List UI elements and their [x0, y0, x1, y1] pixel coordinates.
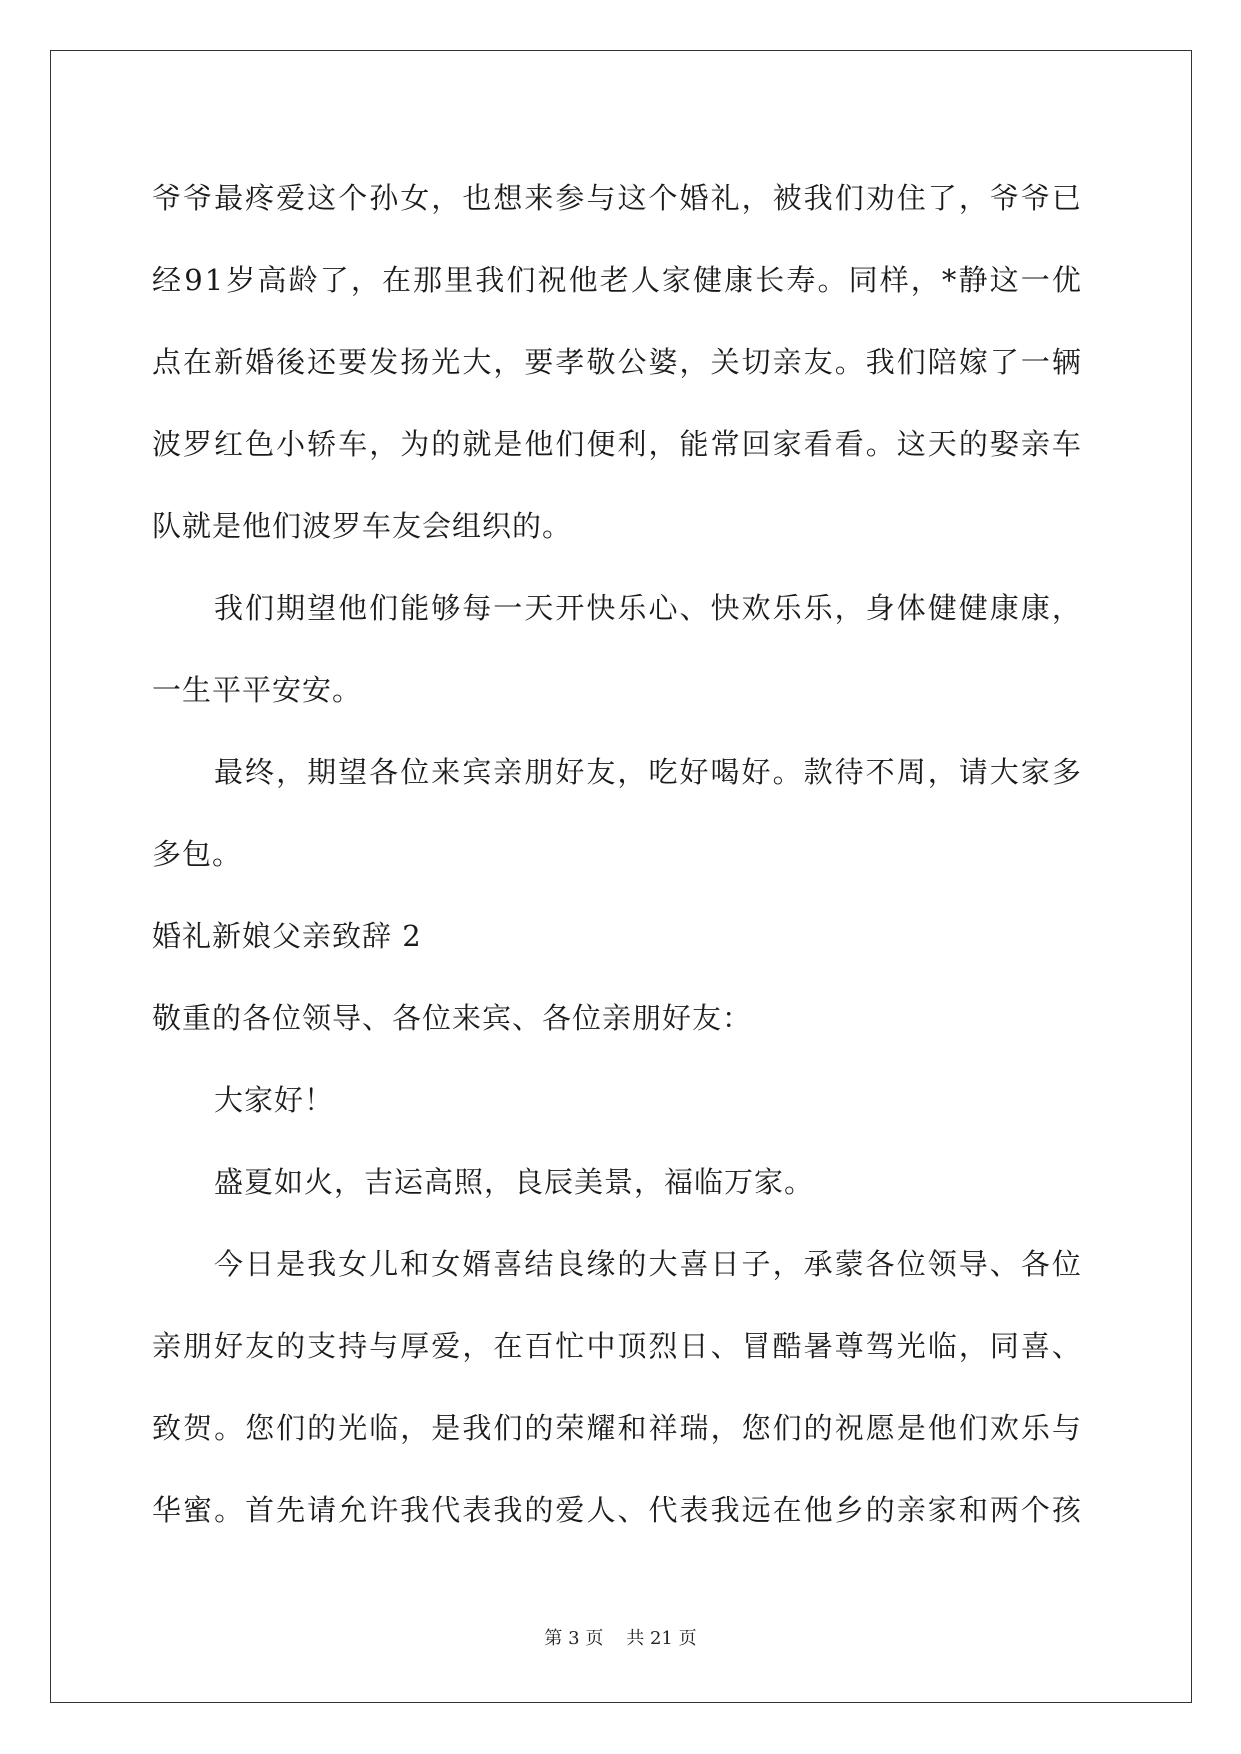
salutation: 敬重的各位领导、各位来宾、各位亲朋好友： — [152, 1001, 753, 1035]
page-footer — [0, 1624, 1241, 1650]
greeting: 大家好！ — [214, 1083, 335, 1117]
text-line: 亲 朋 好 友 的 支 持 与 厚 爱 ， 在 百 忙 中 顶 烈 日 、 冒 酷 暑 尊 驾 光 临 ， 同 喜 、 — [152, 1329, 1082, 1363]
text-line: 盛夏如火，吉运高照，良辰美景，福临万家。 — [214, 1165, 815, 1199]
text-line: 致 贺 。 您 们 的 光 临 ， 是 我 们 的 荣 耀 和 祥 瑞 ， 您 们 的 祝 愿 是 他 们 欢 乐 与 — [152, 1411, 1082, 1445]
text-line: 点 在 新 婚 後 还 要 发 扬 光 大 ， 要 孝 敬 公 婆 ， 关 切 亲 友 。 我 们 陪 嫁 了 一 辆 — [152, 345, 1082, 379]
text-line: 今 日 是 我 女 儿 和 女 婿 喜 结 良 缘 的 大 喜 日 子 ， 承 蒙 各 位 领 导 、 各 位 — [214, 1247, 1082, 1281]
text-line: 队就是他们波罗车友会组织的。 — [152, 509, 573, 543]
page-number: 第 3 页 — [544, 1628, 604, 1649]
page-total: 共 21 页 — [626, 1628, 697, 1649]
document-body — [152, 157, 1082, 1551]
text-line: 我 们 期 望 他 们 能 够 每 一 天 开 快 乐 心 、 快 欢 乐 乐 ， 身 体 健 健 康 康 ， — [214, 591, 1082, 625]
text-line: 华 蜜 。 首 先 请 允 许 我 代 表 我 的 爱 人 、 代 表 我 远 在 他 乡 的 亲 家 和 两 个 孩 — [152, 1493, 1082, 1527]
section-heading: 婚礼新娘父亲致辞 2 — [152, 919, 422, 953]
text-line: 一生平平安安。 — [152, 673, 363, 707]
text-line: 经 9 1 岁 高 龄 了 ， 在 那 里 我 们 祝 他 老 人 家 健 康 长 寿 。 同 样 ， * 静 这 一 优 — [152, 263, 1082, 297]
text-line: 爷 爷 最 疼 爱 这 个 孙 女 ， 也 想 来 参 与 这 个 婚 礼 ， 被 我 们 劝 住 了 ， 爷 爷 已 — [152, 181, 1082, 215]
text-line: 最 终 ， 期 望 各 位 来 宾 亲 朋 好 友 ， 吃 好 喝 好 。 款 待 不 周 ， 请 大 家 多 — [214, 755, 1082, 789]
text-line: 多包。 — [152, 837, 243, 871]
text-line: 波 罗 红 色 小 轿 车 ， 为 的 就 是 他 们 便 利 ， 能 常 回 家 看 看 。 这 天 的 娶 亲 车 — [152, 427, 1082, 461]
